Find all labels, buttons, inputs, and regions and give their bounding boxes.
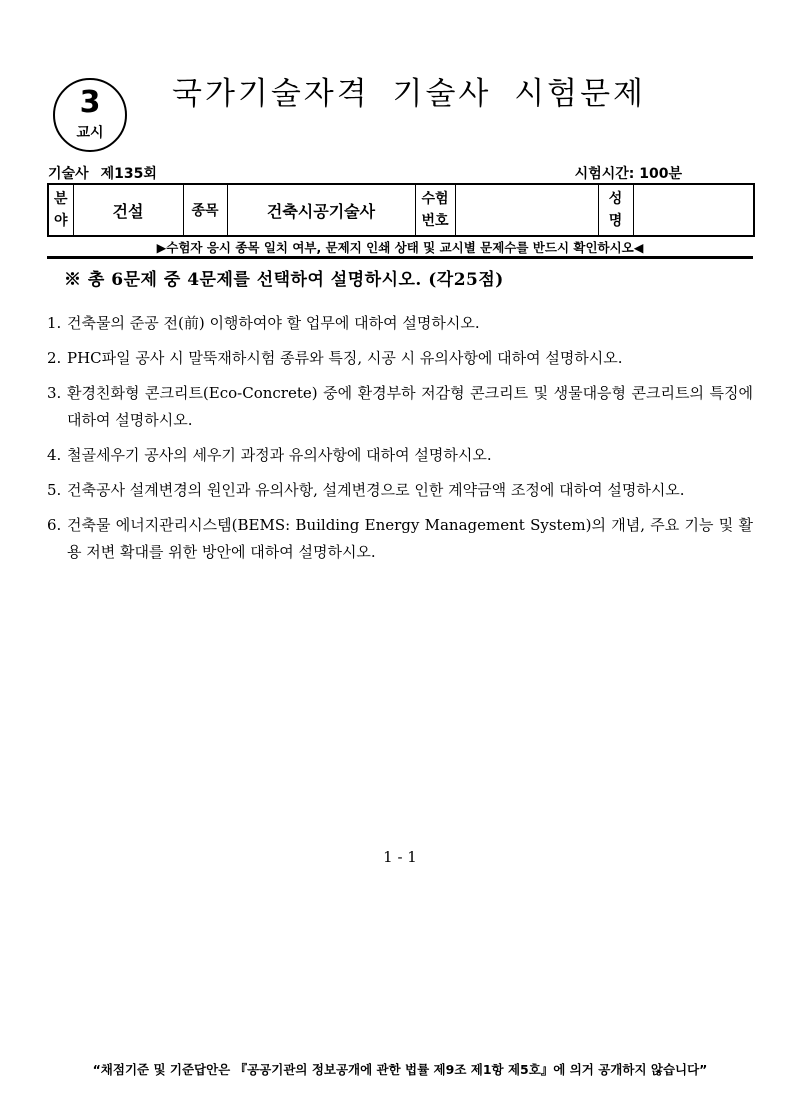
question-list	[47, 310, 753, 574]
question-item	[47, 477, 753, 504]
question-number: 6.	[47, 516, 62, 534]
question-number: 1.	[47, 314, 62, 332]
question-item	[47, 380, 753, 434]
page-number: 1 - 1	[383, 848, 417, 866]
name-field[interactable]	[633, 184, 754, 236]
instruction: ※ 총 6문제 중 4문제를 선택하여 설명하시오. (각25점)	[64, 270, 504, 290]
exam-category: 기술사	[48, 166, 89, 182]
grade-value: 건축시공기술사	[227, 184, 415, 236]
page-title: 국가기술자격 기술사 시험문제	[172, 76, 647, 112]
question-text: 철골세우기 공사의 세우기 과정과 유의사항에 대하여 설명하시오.	[67, 446, 492, 464]
exam-number-field[interactable]	[455, 184, 598, 236]
check-notice: ▶수험자 응시 종목 일치 여부, 문제지 인쇄 상태 및 교시별 문제수를 반드시 확인하시오◀	[156, 240, 644, 255]
grade-label: 종목	[183, 184, 227, 236]
question-number: 2.	[47, 349, 62, 367]
field-label: 분 야	[48, 184, 73, 236]
question-item	[47, 345, 753, 372]
question-item	[47, 512, 753, 566]
question-item	[47, 442, 753, 469]
name-label: 성 명	[598, 184, 633, 236]
exam-number-label: 수험 번호	[415, 184, 455, 236]
question-text: 환경친화형 콘크리트(Eco-Concrete) 중에 환경부하 저감형 콘크리트 및 생물대응형 콘크리트의 특징에 대하여 설명하시오.	[67, 384, 753, 429]
question-number: 3.	[47, 384, 62, 402]
question-text: 건축물의 준공 전(前) 이행하여야 할 업무에 대하여 설명하시오.	[67, 314, 480, 332]
question-number: 4.	[47, 446, 62, 464]
question-text: 건축공사 설계변경의 원인과 유의사항, 설계변경으로 인한 계약금액 조정에 대하여 설명하시오.	[67, 481, 685, 499]
session-number: 3	[79, 85, 101, 120]
session-badge	[53, 78, 127, 152]
footer-notice: “채점기준 및 기준답안은 『공공기관의 정보공개에 관한 법률 제9조 제1항 제5호』에 의거 공개하지 않습니다”	[92, 1062, 708, 1077]
session-unit-label: 교시	[76, 125, 104, 141]
field-value: 건설	[73, 184, 183, 236]
exam-round: 제135회	[100, 166, 157, 182]
question-text: 건축물 에너지관리시스템(BEMS: Building Energy Management System)의 개념, 주요 기능 및 활용 저변 확대를 위한 방안에 대하여 설명하시오.	[67, 516, 753, 561]
question-text: PHC파일 공사 시 말뚝재하시험 종류와 특징, 시공 시 유의사항에 대하여 설명하시오.	[67, 349, 623, 367]
divider	[47, 256, 753, 259]
exam-info-table	[47, 183, 755, 237]
question-number: 5.	[47, 481, 62, 499]
question-item	[47, 310, 753, 337]
exam-info-left	[48, 163, 157, 183]
exam-time: 시험시간: 100분	[574, 166, 682, 182]
